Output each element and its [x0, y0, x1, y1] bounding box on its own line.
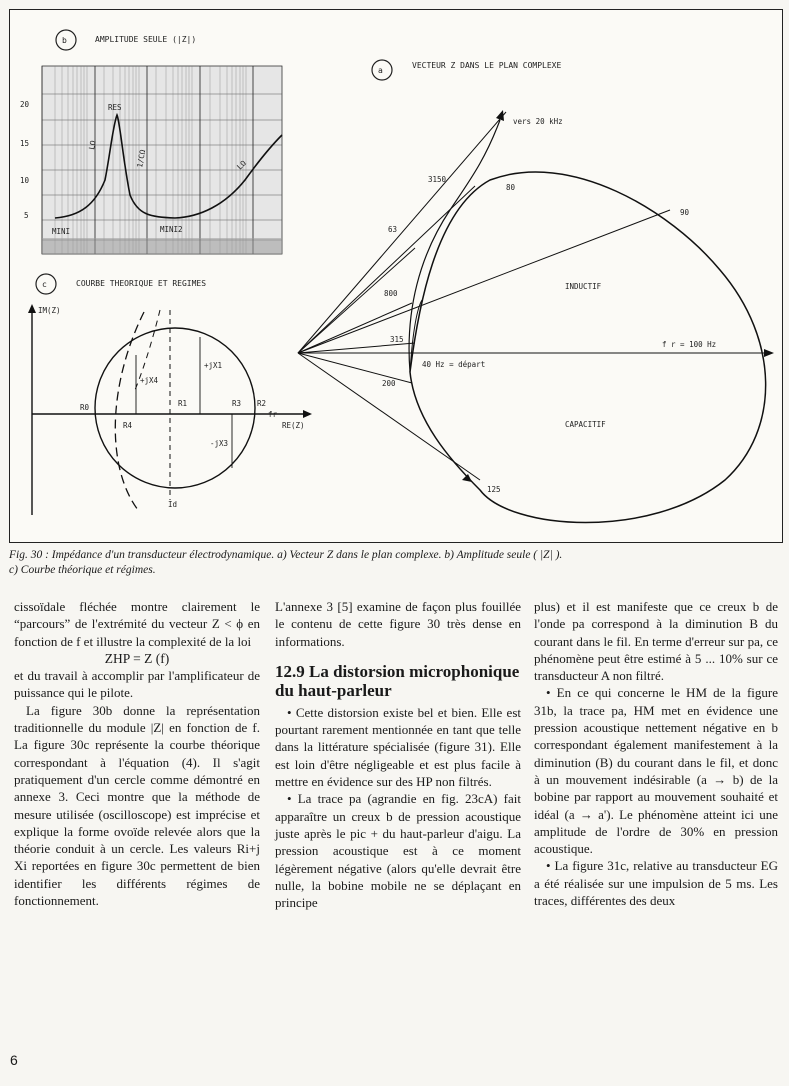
panel-c-id-label: Id [168, 500, 178, 509]
panel-b-ytick: 15 [20, 139, 30, 148]
panel-a-point-label: 80 [506, 183, 516, 192]
panel-c-im-label: IM(Z) [38, 306, 61, 315]
text-column-3 [534, 598, 778, 909]
paragraph: plus) et il est manifeste que ce creux b de l'onde pa correspond à la diminution B du courant dans le fil. En terme d'erreur sur pa, ce phénomène peut être estimé à 5 ... 10% sur ce transducteur A non filtré. [534, 599, 778, 684]
text-column-2 [275, 598, 521, 911]
paragraph: cissoïdale fléchée montre clairement le “parcours” de l'extrémité du vecteur Z < ϕ en fonction de f et illustre la complexité de la loi [14, 599, 260, 649]
panel-a-capacitif-label: CAPACITIF [565, 420, 606, 429]
paragraph: • La trace pa (agrandie en fig. 23cA) fait apparaître un creux b de pression acoustique juste après le pic + du haut-parleur d'aigu. La pression acoustique est à ce moment légèrement négative (alors qu'elle devrait être nulle, la bobine mobile ne se déplaçant en principe [275, 791, 521, 911]
panel-b-lw2-label: LΩ [235, 158, 248, 172]
panel-c-r3-label: R3 [232, 399, 242, 408]
panel-b-ytick: 10 [20, 176, 30, 185]
panel-a-depart-label: 40 Hz = départ [422, 360, 486, 369]
panel-b-ytick: 20 [20, 100, 30, 109]
panel-a-point-label: 125 [487, 485, 501, 494]
paragraph: La figure 30b donne la représentation traditionnelle du module |Z| en fonction de f. La figure 30c représente la courbe théorique correspondant à l'équation (4). Il s'agit pratiquement d'un cercle comme démontré en annexe 3. Ceci montre que la méthode de mesure utilisée (oscilloscope) est imprécise et explique la forme ovoïde relevée alors que la théorie conduit à un cercle. Les valeurs Ri+j Xi reportées en figure 30c permettent de bien identifier les différents régimes de fonctionnement. [14, 702, 260, 909]
panel-a-point-label: 63 [388, 225, 398, 234]
caption-line-1: Fig. 30 : Impédance d'un transducteur électrodynamique. a) Vecteur Z dans le plan complexe. b) Amplitude seule ( |Z| ). [9, 549, 563, 561]
panel-a-inductif-label: INDUCTIF [565, 282, 602, 291]
panel-c-r4-label: R4 [123, 421, 133, 430]
paragraph: • En ce qui concerne le HM de la figure 31b, la trace pa, HM met en évidence une pression acoustique nettement négative en b correspondant également manifestement à la diminution (B) du courant dans le fil, et donc à un mouvement indésirable (a → b) de la bobine par rapport au mouvement souhaité et idéal (a → a'). Le phénomène atteint ici une amplitude de l'ordre de 30% en pression acoustique. [534, 685, 778, 857]
panel-c-r1-label: R1 [178, 399, 188, 408]
panel-a-point-label: 200 [382, 379, 396, 388]
panel-a-title: VECTEUR Z DANS LE PLAN COMPLEXE [412, 61, 562, 70]
panel-c-jx1-label: +jX1 [204, 361, 223, 370]
panel-c-fr-label: fr [268, 410, 278, 419]
panel-b-one-over-cw-label: 1/CΩ [135, 148, 148, 169]
panel-a-badge-letter: a [378, 66, 383, 75]
text-column-1 [14, 598, 260, 909]
panel-a [298, 60, 774, 523]
panel-c-r2-label: R2 [257, 399, 267, 408]
panel-c-r0-label: R0 [80, 403, 90, 412]
figure-caption [9, 548, 784, 578]
panel-b [20, 30, 282, 254]
figure-30-drawing [10, 10, 782, 542]
panel-c-jx3-label: -jX3 [210, 439, 229, 448]
panel-c-re-label: RE(Z) [282, 421, 305, 430]
page-number: 6 [10, 1052, 18, 1068]
paragraph: et du travail à accomplir par l'amplificateur de puissance qui le pilote. [14, 668, 260, 701]
panel-a-point-label: 3150 [428, 175, 447, 184]
panel-a-point-label: 800 [384, 289, 398, 298]
panel-a-vers-label: vers 20 kHz [513, 117, 563, 126]
equation: ZHP = Z (f) [104, 650, 170, 666]
paragraph: L'annexe 3 [5] examine de façon plus fouillée le contenu de cette figure 30 très dense en informations. [275, 599, 521, 649]
caption-line-2: c) Courbe théorique et régimes. [9, 564, 156, 576]
figure-30 [9, 9, 783, 543]
panel-a-point-label: 90 [680, 208, 690, 217]
panel-b-lw-label: LΩ [87, 139, 98, 151]
panel-b-res-label: RES [108, 103, 122, 112]
panel-c [28, 274, 312, 515]
panel-b-ytick: 5 [24, 211, 29, 220]
panel-b-title: AMPLITUDE SEULE (|Z|) [95, 35, 197, 44]
panel-b-mini2-label: MINI2 [160, 225, 183, 234]
panel-c-jx4-label: +jX4 [140, 376, 159, 385]
panel-c-title: COURBE THEORIQUE ET REGIMES [76, 279, 207, 288]
panel-b-badge-letter: b [62, 36, 67, 45]
section-heading: 12.9 La distorsion microphonique du haut-parleur [275, 661, 520, 700]
panel-c-badge-letter: c [42, 280, 47, 289]
panel-a-fr-label: f r = 100 Hz [662, 340, 717, 349]
paragraph: • La figure 31c, relative au transducteur EG a été réalisée sur une impulsion de 5 ms. Les traces, différentes des deux [534, 858, 778, 909]
paragraph: • Cette distorsion existe bel et bien. Elle est pourtant rarement mentionnée en tant que telle dans la littérature spécialisée (figure 31). Elle est loin d'être négligeable et est plus facile à mettre en évidence sur des HP non filtrés. [275, 704, 521, 790]
panel-b-mini1-label: MINI [52, 227, 71, 236]
panel-a-point-label: 315 [390, 335, 404, 344]
